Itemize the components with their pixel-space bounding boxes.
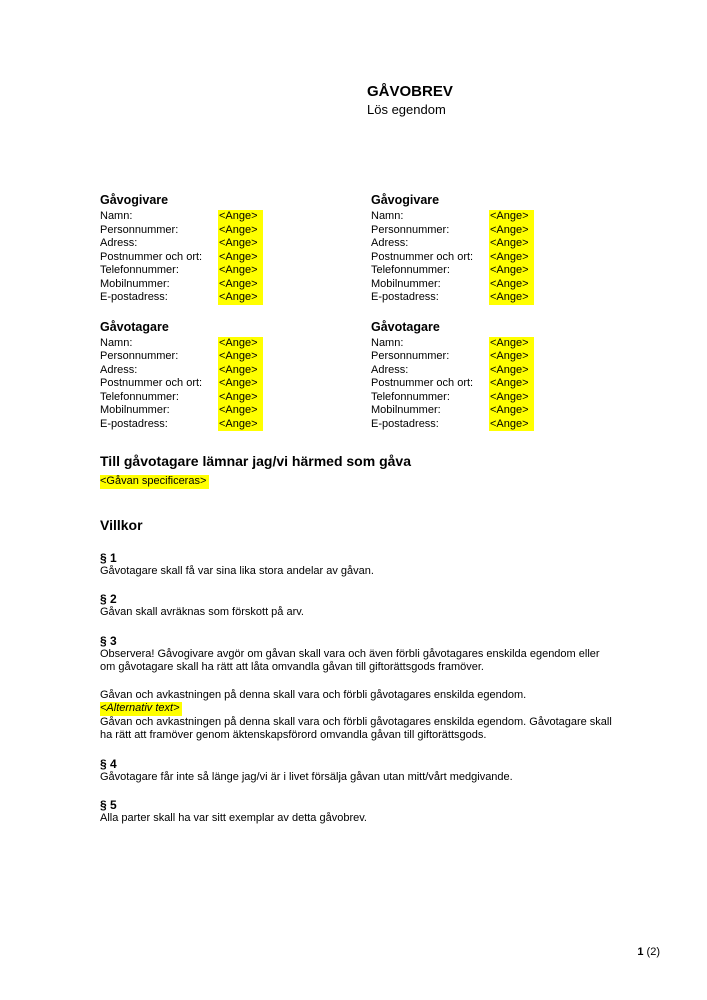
field-placeholder[interactable]: <Ange>: [218, 237, 263, 251]
page-number-total: (2): [646, 946, 660, 958]
field-placeholder[interactable]: <Ange>: [218, 291, 263, 305]
field-label: Namn:: [371, 336, 404, 349]
field-label: Mobilnummer:: [100, 277, 170, 290]
clause-text: Gåvan och avkastningen på denna skall vara och förbli gåvotagares enskilda egendom. Gåvotagare skall ha rätt att framöver genom äktenskapsförord omvandla gåvan till giftorättsgods.: [100, 715, 612, 741]
field-label: Adress:: [371, 363, 409, 376]
field-placeholder[interactable]: <Ange>: [218, 337, 263, 351]
clause-number: § 4: [100, 756, 117, 771]
field-placeholder[interactable]: <Ange>: [489, 278, 534, 292]
clause-text: Gåvotagare skall få var sina lika stora andelar av gåvan.: [100, 564, 374, 577]
clause-number: § 1: [100, 550, 117, 565]
field-label: Namn:: [371, 210, 404, 222]
field-label: Adress:: [100, 237, 138, 249]
field-label: Namn:: [100, 210, 133, 222]
field-placeholder[interactable]: <Ange>: [489, 377, 534, 391]
field-label: Adress:: [371, 237, 409, 249]
field-row: [100, 350, 371, 364]
clause-5: [100, 798, 616, 826]
field-row: [100, 418, 371, 432]
parties-grid: [100, 193, 616, 431]
field-placeholder[interactable]: <Ange>: [218, 391, 263, 405]
field-label: Mobilnummer:: [371, 404, 441, 416]
field-row: [100, 291, 371, 305]
clause-text: Gåvotagare får inte så länge jag/vi är i livet försälja gåvan utan mitt/vårt medgivande.: [100, 770, 513, 783]
field-label: Mobilnummer:: [100, 404, 170, 416]
field-placeholder[interactable]: <Ange>: [489, 391, 534, 405]
field-row: [100, 364, 371, 378]
gift-heading: Till gåvotagare lämnar jag/vi härmed som gåva: [100, 453, 411, 469]
field-label: Postnummer och ort:: [100, 250, 203, 263]
alternative-text-placeholder[interactable]: <Alternativ text>: [100, 702, 180, 714]
field-row: [100, 251, 371, 265]
field-label: Telefonnummer:: [100, 264, 179, 276]
clause-3: [100, 634, 616, 743]
gift-section: [100, 453, 616, 489]
field-placeholder[interactable]: <Ange>: [218, 418, 263, 432]
field-label: Personnummer:: [100, 223, 179, 236]
party-heading: Gåvogivare: [371, 193, 440, 207]
field-placeholder[interactable]: <Ange>: [489, 291, 534, 305]
field-row: [371, 264, 616, 278]
party-heading: Gåvotagare: [100, 319, 169, 334]
field-row: [371, 251, 616, 265]
alternative-text-line: [100, 702, 616, 716]
party-heading: Gåvogivare: [100, 193, 169, 207]
field-label: Postnummer och ort:: [371, 377, 474, 389]
field-row: [371, 377, 616, 391]
field-placeholder[interactable]: <Ange>: [489, 224, 534, 238]
field-row: [371, 418, 616, 432]
page-number-current: 1: [637, 946, 644, 958]
field-label: Personnummer:: [100, 350, 179, 362]
clause-text: Gåvan och avkastningen på denna skall vara och förbli gåvotagares enskilda egendom.: [100, 688, 527, 701]
clause-text: Alla parter skall ha var sitt exemplar av detta gåvobrev.: [100, 812, 367, 824]
field-label: Adress:: [100, 363, 138, 376]
field-row: [371, 364, 616, 378]
field-label: Postnummer och ort:: [100, 377, 203, 389]
field-row: [100, 264, 371, 278]
clause-4: [100, 757, 616, 785]
field-label: E-postadress:: [371, 291, 439, 303]
field-label: E-postadress:: [100, 417, 168, 430]
field-placeholder[interactable]: <Ange>: [489, 404, 534, 418]
field-placeholder[interactable]: <Ange>: [489, 364, 534, 378]
party-section-tagare-2: [371, 320, 616, 432]
field-label: Personnummer:: [371, 350, 450, 362]
field-row: [100, 224, 371, 238]
party-section-givare-2: [371, 193, 616, 305]
field-row: [371, 224, 616, 238]
field-row: [371, 391, 616, 405]
document-subtitle: Lös egendom: [367, 102, 446, 117]
field-label: Mobilnummer:: [371, 277, 441, 290]
field-row: [100, 391, 371, 405]
field-row: [371, 210, 616, 224]
field-row: [371, 278, 616, 292]
field-label: Telefonnummer:: [371, 264, 450, 276]
field-placeholder[interactable]: <Ange>: [218, 251, 263, 265]
field-placeholder[interactable]: <Ange>: [218, 364, 263, 378]
field-row: [371, 404, 616, 418]
field-placeholder[interactable]: <Ange>: [489, 337, 534, 351]
clause-text: Gåvan skall avräknas som förskott på arv.: [100, 606, 304, 618]
document-body: [100, 193, 616, 826]
field-placeholder[interactable]: <Ange>: [489, 237, 534, 251]
title-block: [367, 82, 453, 119]
clause-text: Observera! Gåvogivare avgör om gåvan skall vara och även förbli gåvotagares enskilda egendom eller om gåvotagare skall ha rätt att låta omvandla gåvan till giftorättsgods framöver.: [100, 647, 600, 673]
field-label: Postnummer och ort:: [371, 250, 474, 263]
field-placeholder[interactable]: <Ange>: [489, 264, 534, 278]
field-row: [371, 337, 616, 351]
clause-1: [100, 551, 616, 579]
field-label: Telefonnummer:: [371, 390, 450, 403]
field-label: Namn:: [100, 336, 133, 349]
field-row: [100, 377, 371, 391]
party-heading: Gåvotagare: [371, 319, 440, 334]
field-row: [371, 291, 616, 305]
field-placeholder[interactable]: <Ange>: [489, 251, 534, 265]
clause-number: § 2: [100, 592, 117, 606]
field-placeholder[interactable]: <Ange>: [218, 264, 263, 278]
field-row: [100, 237, 371, 251]
party-section-tagare-1: [100, 320, 371, 432]
field-row: [100, 337, 371, 351]
field-placeholder[interactable]: <Ange>: [218, 377, 263, 391]
field-placeholder[interactable]: <Ange>: [218, 210, 263, 224]
clause-number: § 5: [100, 798, 117, 812]
gift-description-placeholder[interactable]: <Gåvan specificeras>: [100, 475, 209, 489]
field-row: [100, 278, 371, 292]
field-placeholder[interactable]: <Ange>: [218, 350, 263, 364]
field-placeholder[interactable]: <Ange>: [218, 404, 263, 418]
clause-2: [100, 592, 616, 620]
field-row: [100, 404, 371, 418]
page-number: [637, 946, 660, 959]
field-row: [100, 210, 371, 224]
field-label: E-postadress:: [100, 291, 168, 303]
field-placeholder[interactable]: <Ange>: [489, 210, 534, 224]
document-title: GÅVOBREV: [367, 83, 453, 100]
field-placeholder[interactable]: <Ange>: [218, 278, 263, 292]
field-placeholder[interactable]: <Ange>: [489, 418, 534, 432]
field-placeholder[interactable]: <Ange>: [218, 224, 263, 238]
field-row: [371, 237, 616, 251]
field-placeholder[interactable]: <Ange>: [489, 350, 534, 364]
field-label: E-postadress:: [371, 417, 439, 430]
terms-heading: Villkor: [100, 516, 143, 533]
field-label: Telefonnummer:: [100, 390, 179, 403]
party-section-givare-1: [100, 193, 371, 305]
field-row: [371, 350, 616, 364]
field-label: Personnummer:: [371, 223, 450, 236]
clause-number: § 3: [100, 633, 117, 648]
